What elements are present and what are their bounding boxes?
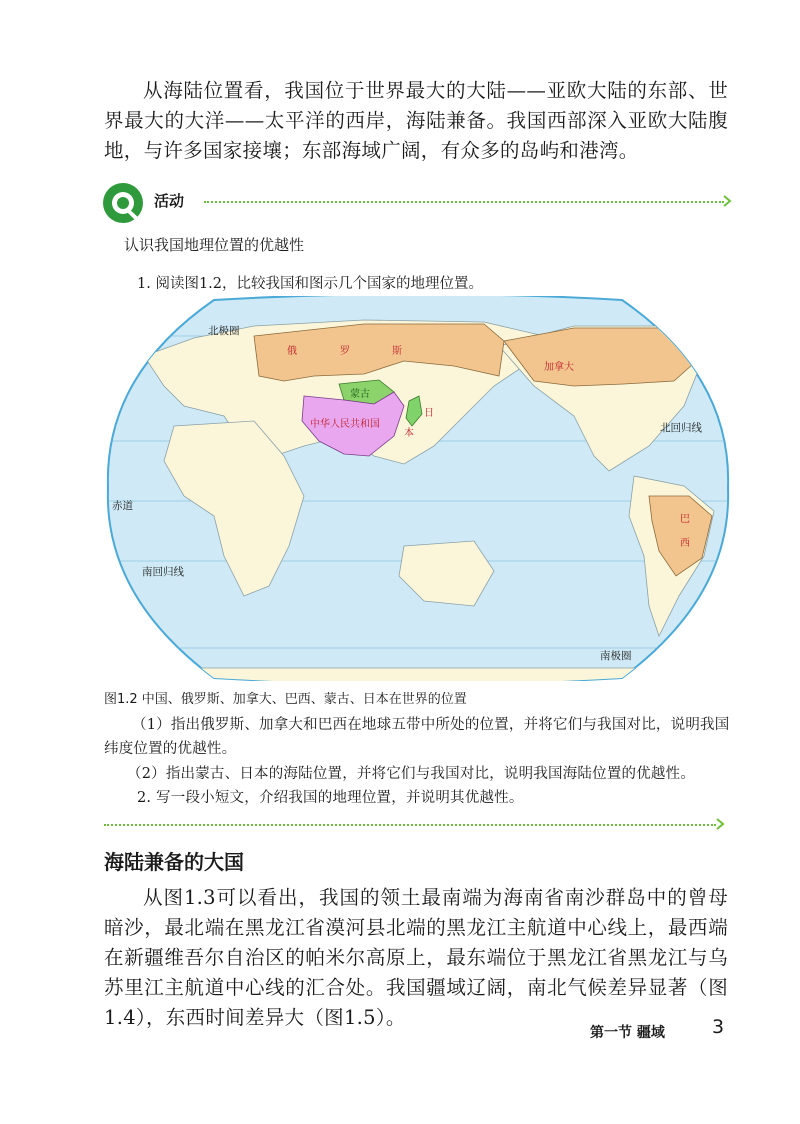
canada-region	[504, 328, 702, 386]
page-number: 3	[712, 1016, 725, 1038]
task-1: 1. 阅读图1.2，比较我国和图示几个国家的地理位置。	[137, 276, 484, 292]
section-body: 从图1.3可以看出，我国的领土最南端为海南省南沙群岛中的曾母暗沙，最北端在黑龙江省漠河县北端的黑龙江主航道中心线上，最西端在新疆维吾尔自治区的帕米尔高原上，最东端位于黑龙江省黑龙江与乌苏里江主航道中心线的汇合处。我国疆域辽阔，南北气候差异显著（图1.4），东西时间差异大（图1.5）。	[104, 886, 728, 1029]
intro-paragraph: 从海陆位置看，我国位于世界最大的大陆——亚欧大陆的东部、世界最大的大洋——太平洋的西岸，海陆兼备。我国西部深入亚欧大陆腹地，与许多国家接壤；东部海域广阔，有众多的岛屿和港湾。	[104, 79, 728, 162]
activity-subtitle: 认识我国地理位置的优越性	[124, 236, 305, 254]
japan-label-1: 日	[424, 408, 434, 419]
canada-label: 加拿大	[544, 362, 574, 373]
section-title: 海陆兼备的大国	[104, 850, 244, 874]
arrow-right-icon	[722, 194, 732, 208]
world-map	[104, 296, 732, 681]
tropic-cancer-label: 北回归线	[660, 422, 702, 434]
russia-label-3: 斯	[392, 346, 402, 357]
activity-logo-icon	[102, 182, 144, 224]
mongolia-label: 蒙古	[350, 389, 370, 400]
tropic-capricorn-label: 南回归线	[142, 566, 184, 578]
question-3: 2. 写一段小短文，介绍我国的地理位置，并说明其优越性。	[137, 790, 524, 806]
antarctic-circle-label: 南极圈	[600, 650, 632, 662]
antarctica-landmass	[104, 668, 732, 681]
brazil-label-2: 西	[680, 538, 690, 549]
russia-label-2: 罗	[340, 346, 350, 357]
activity-title: 活动	[154, 192, 185, 210]
equator-label: 赤道	[112, 500, 133, 512]
question-2: （2）指出蒙古、日本的海陆位置，并将它们与我国对比，说明我国海陆位置的优越性。	[127, 766, 696, 782]
china-label: 中华人民共和国	[310, 419, 380, 430]
activity-divider	[204, 201, 724, 203]
arrow-right-icon	[715, 817, 725, 831]
brazil-label-1: 巴	[680, 514, 690, 525]
arctic-circle-label: 北极圈	[208, 325, 240, 337]
question-1: （1）指出俄罗斯、加拿大和巴西在地球五带中所处的位置，并将它们与我国对比，说明我国纬度位置的优越性。	[104, 717, 730, 757]
japan-label-2: 本	[404, 428, 414, 439]
activity-header	[102, 182, 732, 222]
world-map-graphic	[104, 296, 732, 681]
activity-end-divider	[104, 824, 716, 826]
map-caption: 图1.2 中国、俄罗斯、加拿大、巴西、蒙古、日本在世界的位置	[104, 692, 467, 707]
russia-label-1: 俄	[287, 346, 297, 357]
footer-section-label: 第一节 疆域	[590, 1025, 665, 1041]
